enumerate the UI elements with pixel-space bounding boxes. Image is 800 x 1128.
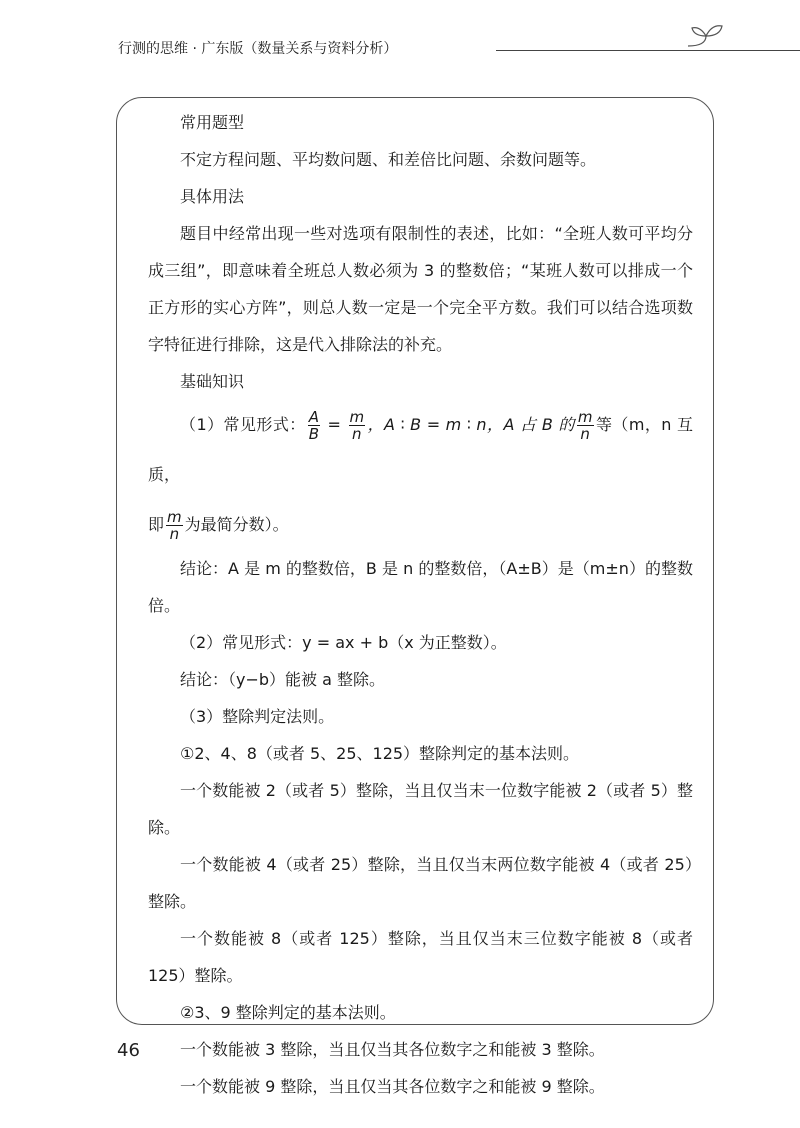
formula-prefix: （1）常见形式： [180, 415, 306, 434]
running-header [118, 36, 718, 60]
paragraph-form-3: （3）整除判定法则。 [180, 707, 335, 726]
paragraph-form-2: （2）常见形式：y = ax + b（x 为正整数）。 [180, 633, 507, 652]
ratio-text: ，A ∶ B = m ∶ n，A 占 B 的 [367, 415, 575, 434]
page-number: 46 [117, 1040, 140, 1061]
fraction-m-over-n-2: $\frac{m}{n}$ [577, 408, 593, 443]
paragraph-rule-1a: 一个数能被 2（或者 5）整除，当且仅当末一位数字能被 2（或者 5）整除。 [148, 781, 693, 837]
fraction-a-over-b: $\frac{A}{B}$ [308, 408, 320, 443]
formula-line2-suffix: 为最简分数）。 [184, 515, 289, 534]
paragraph-usage: 题目中经常出现一些对选项有限制性的表述，比如：“全班人数可平均分成三组”，即意味着全班总人数必须为 3 的整数倍；“某班人数可以排成一个正方形的实心方阵”，则总人数一定是一个完全平方数。我们可以结合选项数字特征进行排除，这是代入排除法的补充。 [148, 224, 693, 354]
paragraph-rule-1b: 一个数能被 4（或者 25）整除，当且仅当末两位数字能被 4（或者 25）整除。 [148, 855, 693, 911]
paragraph-rule-2b: 一个数能被 9 整除，当且仅当其各位数字之和能被 9 整除。 [180, 1077, 605, 1096]
paragraph-rule-2a: 一个数能被 3 整除，当且仅当其各位数字之和能被 3 整除。 [180, 1040, 605, 1059]
section-heading-usage: 具体用法 [180, 187, 245, 206]
paragraph-rule-1c: 一个数能被 8（或者 125）整除，当且仅当末三位数字能被 8（或者 125）整除。 [148, 929, 693, 985]
sprout-icon [686, 20, 726, 54]
header-rule [496, 50, 800, 51]
equals-sign: = [322, 415, 347, 434]
fraction-m-over-n: $\frac{m}{n}$ [349, 408, 365, 443]
paragraph-rule-1: ①2、4、8（或者 5、25、125）整除判定的基本法则。 [180, 744, 580, 763]
paragraph-conclusion-1: 结论：A 是 m 的整数倍，B 是 n 的整数倍，（A±B）是（m±n）的整数倍。 [148, 559, 693, 615]
formula-line-1 [148, 400, 693, 500]
paragraph-conclusion-2: 结论：（y−b）能被 a 整除。 [180, 670, 386, 689]
formula-line-1-cont [148, 500, 693, 550]
paragraph-common-types: 不定方程问题、平均数问题、和差倍比问题、余数问题等。 [180, 150, 597, 169]
running-header-title: 行测的思维 · 广东版（数量关系与资料分析） [118, 41, 398, 57]
fraction-m-over-n-3: $\frac{m}{n}$ [167, 508, 182, 543]
section-heading-basics: 基础知识 [180, 372, 245, 391]
paragraph-rule-2: ②3、9 整除判定的基本法则。 [180, 1003, 396, 1022]
content-body [148, 104, 693, 1105]
section-heading-common-types: 常用题型 [180, 113, 245, 132]
formula-line2-prefix: 即 [148, 515, 165, 534]
formula-suffix: 等（m，n 互质， [148, 415, 693, 484]
